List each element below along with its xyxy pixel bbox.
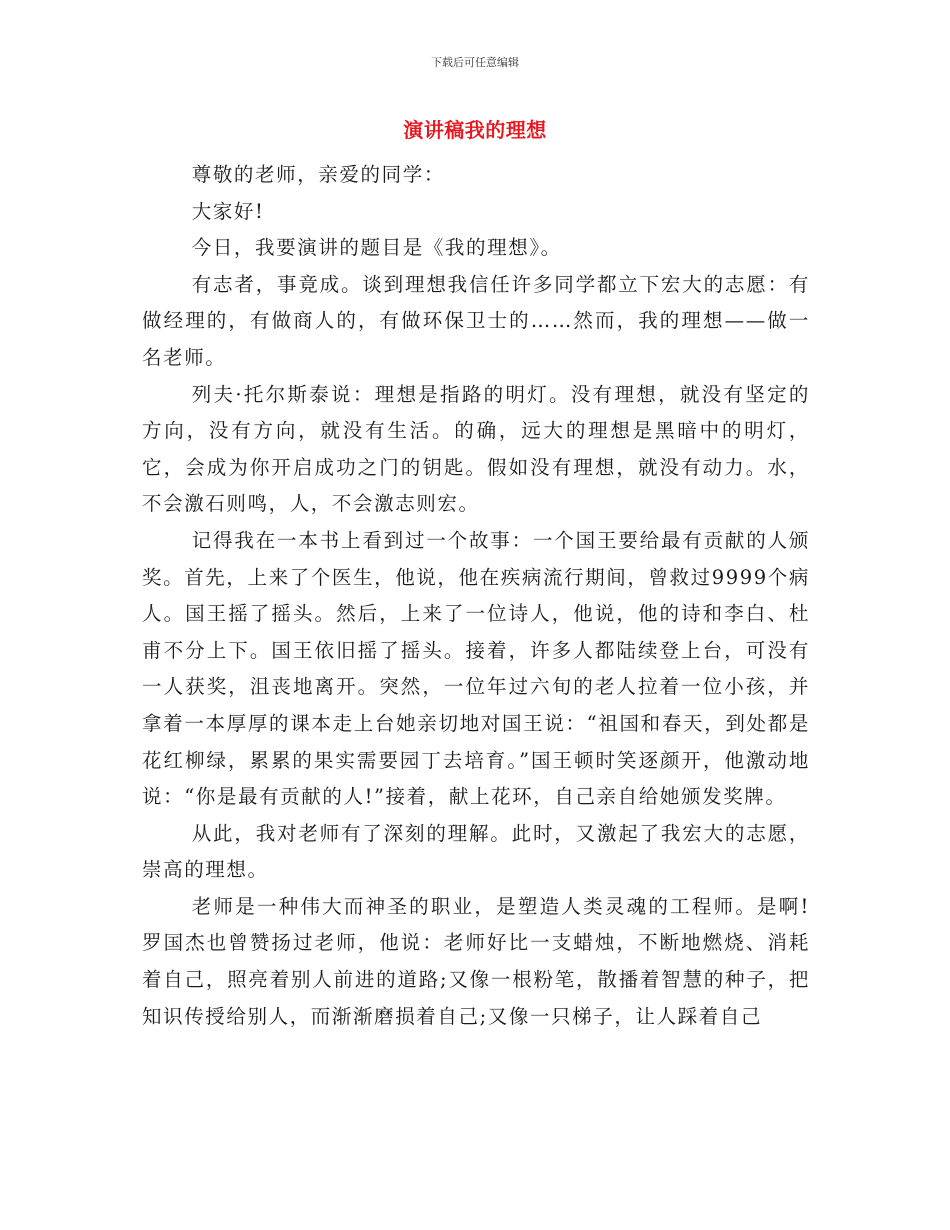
paragraph: 从此，我对老师有了深刻的理解。此时，又激起了我宏大的志愿，崇高的理想。 — [142, 821, 810, 882]
paragraph-salutation: 尊敬的老师，亲爱的同学： — [191, 163, 445, 186]
paragraph-greeting: 大家好! — [191, 199, 265, 223]
paragraph: 老师是一种伟大而神圣的职业，是塑造人类灵魂的工程师。是啊!罗国杰也曾赞扬过老师，他说：老师好比一支蜡烛，不断地燃烧、消耗着自己，照亮着别人前进的道路;又像一根粉笔，散播着智慧的种子，把知识传授给别人，而渐渐磨损着自己;又像一只梯子，让人踩着自己 — [142, 894, 810, 1028]
document-title: 演讲稿我的理想 — [403, 118, 547, 142]
paragraph: 列夫·托尔斯泰说：理想是指路的明灯。没有理想，就没有坚定的方向，没有方向，就没有生活。的确，远大的理想是黑暗中的明灯，它，会成为你开启成功之门的钥匙。假如没有理想，就没有动力。水，不会激石则鸣，人，不会激志则宏。 — [142, 382, 810, 516]
document-body — [142, 157, 810, 1035]
paragraph: 记得我在一本书上看到过一个故事：一个国王要给最有贡献的人颁奖。首先，上来了个医生，他说，他在疾病流行期间，曾救过9999个病人。国王摇了摇头。然后，上来了一位诗人，他说，他的诗和李白、杜甫不分上下。国王依旧摇了摇头。接着，许多人都陆续登上台，可没有一人获奖，沮丧地离开。突然，一位年过六旬的老人拉着一位小孩，并拿着一本厚厚的课本走上台她亲切地对国王说：“祖国和春天，到处都是花红柳绿，累累的果实需要园丁去培育。”国王顿时笑逐颜开，他激动地说：“你是最有贡献的人!”接着，献上花环，自己亲自给她颁发奖牌。 — [142, 528, 810, 809]
paragraph-topic: 今日，我要演讲的题目是《我的理想》。 — [191, 236, 562, 260]
header-note: 下载后可任意编辑 — [431, 56, 519, 69]
paragraph: 有志者，事竟成。谈到理想我信任许多同学都立下宏大的志愿：有做经理的，有做商人的，有做环保卫士的……然而，我的理想——做一名老师。 — [142, 272, 810, 369]
